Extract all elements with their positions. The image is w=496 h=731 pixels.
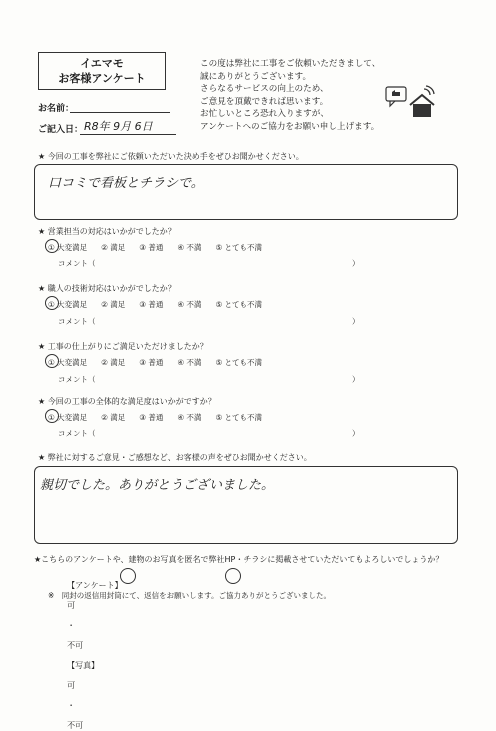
star-icon: ★: [38, 453, 46, 462]
q4-selected-circle: [45, 354, 59, 368]
q3-text: [38, 283, 176, 294]
survey-allow-circle: [120, 568, 136, 584]
q4-option-2[interactable]: ② 満足: [101, 358, 126, 367]
q3-option-2[interactable]: ② 満足: [101, 300, 126, 309]
house-feedback-icon: [384, 85, 438, 119]
q3-option-3[interactable]: ③ 普通: [139, 300, 164, 309]
feedback-label: 弊社に対するご意見・ご感想など、お客様の声をぜひお聞かせください。: [47, 453, 312, 462]
name-label: お名前：: [38, 104, 75, 114]
q4-text: [38, 341, 208, 352]
date-line: [80, 134, 176, 135]
q2-option-5[interactable]: ⑤ とても不満: [215, 243, 263, 252]
star-icon: ★: [38, 342, 46, 351]
q2-selected-circle: [45, 239, 59, 253]
q3-label: 職人の技術対応はいかがでしたか？: [47, 284, 176, 293]
q4-option-3[interactable]: ③ 普通: [139, 358, 164, 367]
intro-text: この度は弊社に工事をご依頼いただきまして、 誠にありがとうございます。 さらなるサービスの向上のため、 ご意見を頂戴できれば思います。 お忙しいところ恐れ入りますが、 アンケートへのご協力をお願い申し上げます。: [200, 59, 381, 132]
permission-photo-label: 【写真】: [67, 661, 100, 670]
q1-label: 今回の工事を弊社にご依頼いただいた決め手をぜひお聞かせください。: [47, 152, 304, 161]
q1-text: [38, 151, 304, 162]
q2-option-1[interactable]: ① 大変満足: [48, 243, 88, 252]
date-value: R8年 9月 6日: [84, 120, 153, 133]
q2-comment-close: ）: [352, 259, 360, 268]
q5-selected-circle: [45, 409, 59, 423]
survey-title-box: [38, 52, 166, 90]
q5-options: [48, 412, 276, 423]
survey-title: お客様アンケート: [58, 72, 146, 85]
photo-allow-option[interactable]: 可: [67, 681, 76, 690]
q4-option-4[interactable]: ④ 不満: [177, 358, 202, 367]
q3-option-4[interactable]: ④ 不満: [177, 300, 202, 309]
permission-question: ★こちらのアンケートや、建物のお写真を匿名で弊社HP・チラシに掲載させていただいてもよろしいでしょうか？: [34, 555, 444, 564]
q2-comment-label: コメント（: [58, 259, 96, 268]
q4-option-5[interactable]: ⑤ とても不満: [215, 358, 263, 367]
q4-option-1[interactable]: ① 大変満足: [48, 358, 88, 367]
q3-option-5[interactable]: ⑤ とても不満: [215, 300, 263, 309]
date-label: ご記入日：: [38, 125, 84, 135]
q2-option-2[interactable]: ② 満足: [101, 243, 126, 252]
name-line: [70, 112, 170, 113]
q2-options: [48, 242, 276, 253]
q5-comment-close: ）: [352, 429, 360, 438]
survey-separator: ・: [67, 621, 76, 630]
photo-deny-option[interactable]: 不可: [67, 721, 84, 730]
q3-comment-label: コメント（: [58, 317, 96, 326]
footer-note: ※ 同封の返信用封筒にて、返信をお願いします。ご協力ありがとうございました。: [48, 591, 332, 600]
permission-survey-label: 【アンケート】: [67, 581, 123, 590]
company-label: イエマモ: [80, 57, 124, 70]
star-icon: ★: [38, 152, 46, 161]
q5-text: [38, 396, 216, 407]
q5-option-1[interactable]: ① 大変満足: [48, 413, 88, 422]
feedback-answer: 親切でした。ありがとうございました。: [40, 478, 275, 493]
q5-option-2[interactable]: ② 満足: [101, 413, 126, 422]
star-icon: ★: [38, 227, 46, 236]
q2-label: 営業担当の対応はいかがでしたか？: [47, 227, 176, 236]
q5-label: 今回の工事の全体的な満足度はいかがですか？: [47, 397, 216, 406]
survey-deny-option[interactable]: 不可: [67, 641, 84, 650]
q3-options: [48, 299, 276, 310]
q4-options: [48, 357, 276, 368]
q5-option-3[interactable]: ③ 普通: [139, 413, 164, 422]
star-icon: ★: [38, 397, 46, 406]
star-icon: ★: [38, 284, 46, 293]
q4-comment-label: コメント（: [58, 375, 96, 384]
q2-option-3[interactable]: ③ 普通: [139, 243, 164, 252]
photo-separator: ・: [67, 701, 76, 710]
q1-answer: 口コミで看板とチラシで。: [48, 176, 204, 191]
q3-selected-circle: [45, 296, 59, 310]
survey-allow-option[interactable]: 可: [67, 601, 76, 610]
q3-comment-close: ）: [352, 317, 360, 326]
feedback-text: [38, 452, 312, 463]
q4-comment-close: ）: [352, 375, 360, 384]
q4-label: 工事の仕上がりにご満足いただけましたか？: [47, 342, 208, 351]
q5-comment-label: コメント（: [58, 429, 96, 438]
q5-option-5[interactable]: ⑤ とても不満: [215, 413, 263, 422]
q5-option-4[interactable]: ④ 不満: [177, 413, 202, 422]
q2-option-4[interactable]: ④ 不満: [177, 243, 202, 252]
q3-option-1[interactable]: ① 大変満足: [48, 300, 88, 309]
q2-text: [38, 226, 176, 237]
photo-allow-circle: [225, 568, 241, 584]
